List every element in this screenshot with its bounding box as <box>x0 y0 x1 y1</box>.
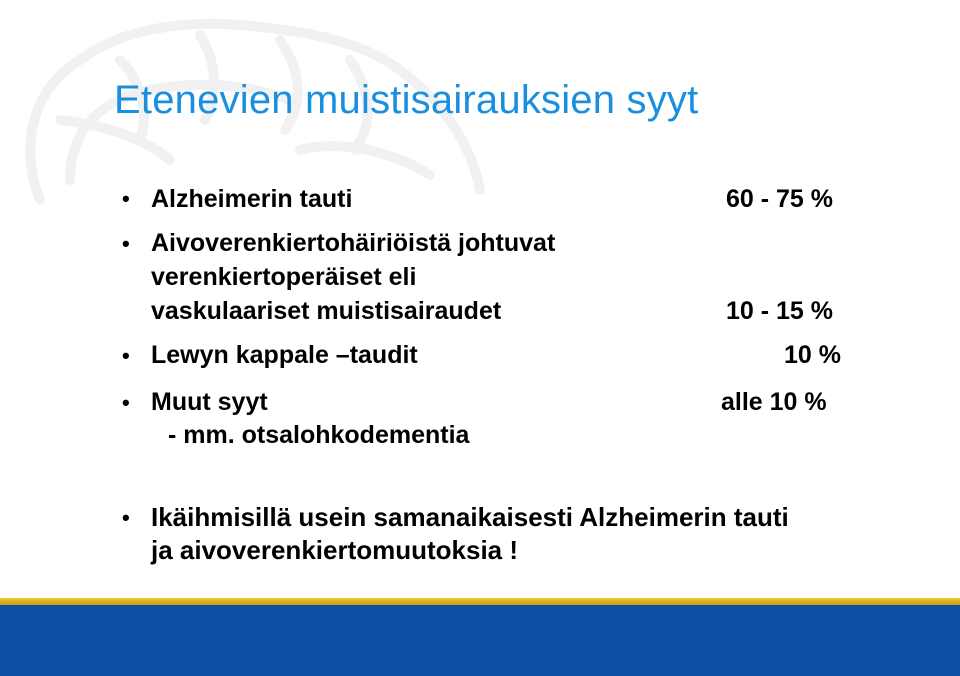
bullet-4-line-1: Muut syyt <box>151 388 268 416</box>
bullet-5-line-1: Ikäihmisillä usein samanaikaisesti Alzheimerin tauti <box>151 502 789 532</box>
bullet-1-value: 60 - 75 % <box>726 185 834 213</box>
footer-stripe <box>0 598 960 605</box>
bullet-5-line-2: ja aivoverenkiertomuutoksia ! <box>151 535 519 565</box>
bullet-2-value: 10 - 15 % <box>726 297 834 325</box>
bullet-4-line-2: - mm. otsalohkodementia <box>168 421 470 449</box>
bullet-marker: • <box>122 390 130 415</box>
bullet-1-line-1: Alzheimerin tauti <box>151 185 353 213</box>
footer-bar <box>0 605 960 676</box>
bullet-2-line-3: vaskulaariset muistisairaudet <box>151 297 502 325</box>
bullet-marker: • <box>122 343 130 368</box>
bullet-3-line-1: Lewyn kappale –taudit <box>151 341 418 369</box>
slide-title: Etenevien muistisairauksien syyt <box>114 78 699 122</box>
bullet-3-value: 10 % <box>784 341 841 369</box>
bullet-marker: • <box>122 186 130 211</box>
bullet-4-value: alle 10 % <box>721 388 827 416</box>
bullet-2-line-2: verenkiertoperäiset eli <box>151 263 417 291</box>
bullet-2-line-1: Aivoverenkiertohäiriöistä johtuvat <box>151 229 556 257</box>
bullet-marker: • <box>122 505 130 530</box>
bullet-marker: • <box>122 231 130 256</box>
